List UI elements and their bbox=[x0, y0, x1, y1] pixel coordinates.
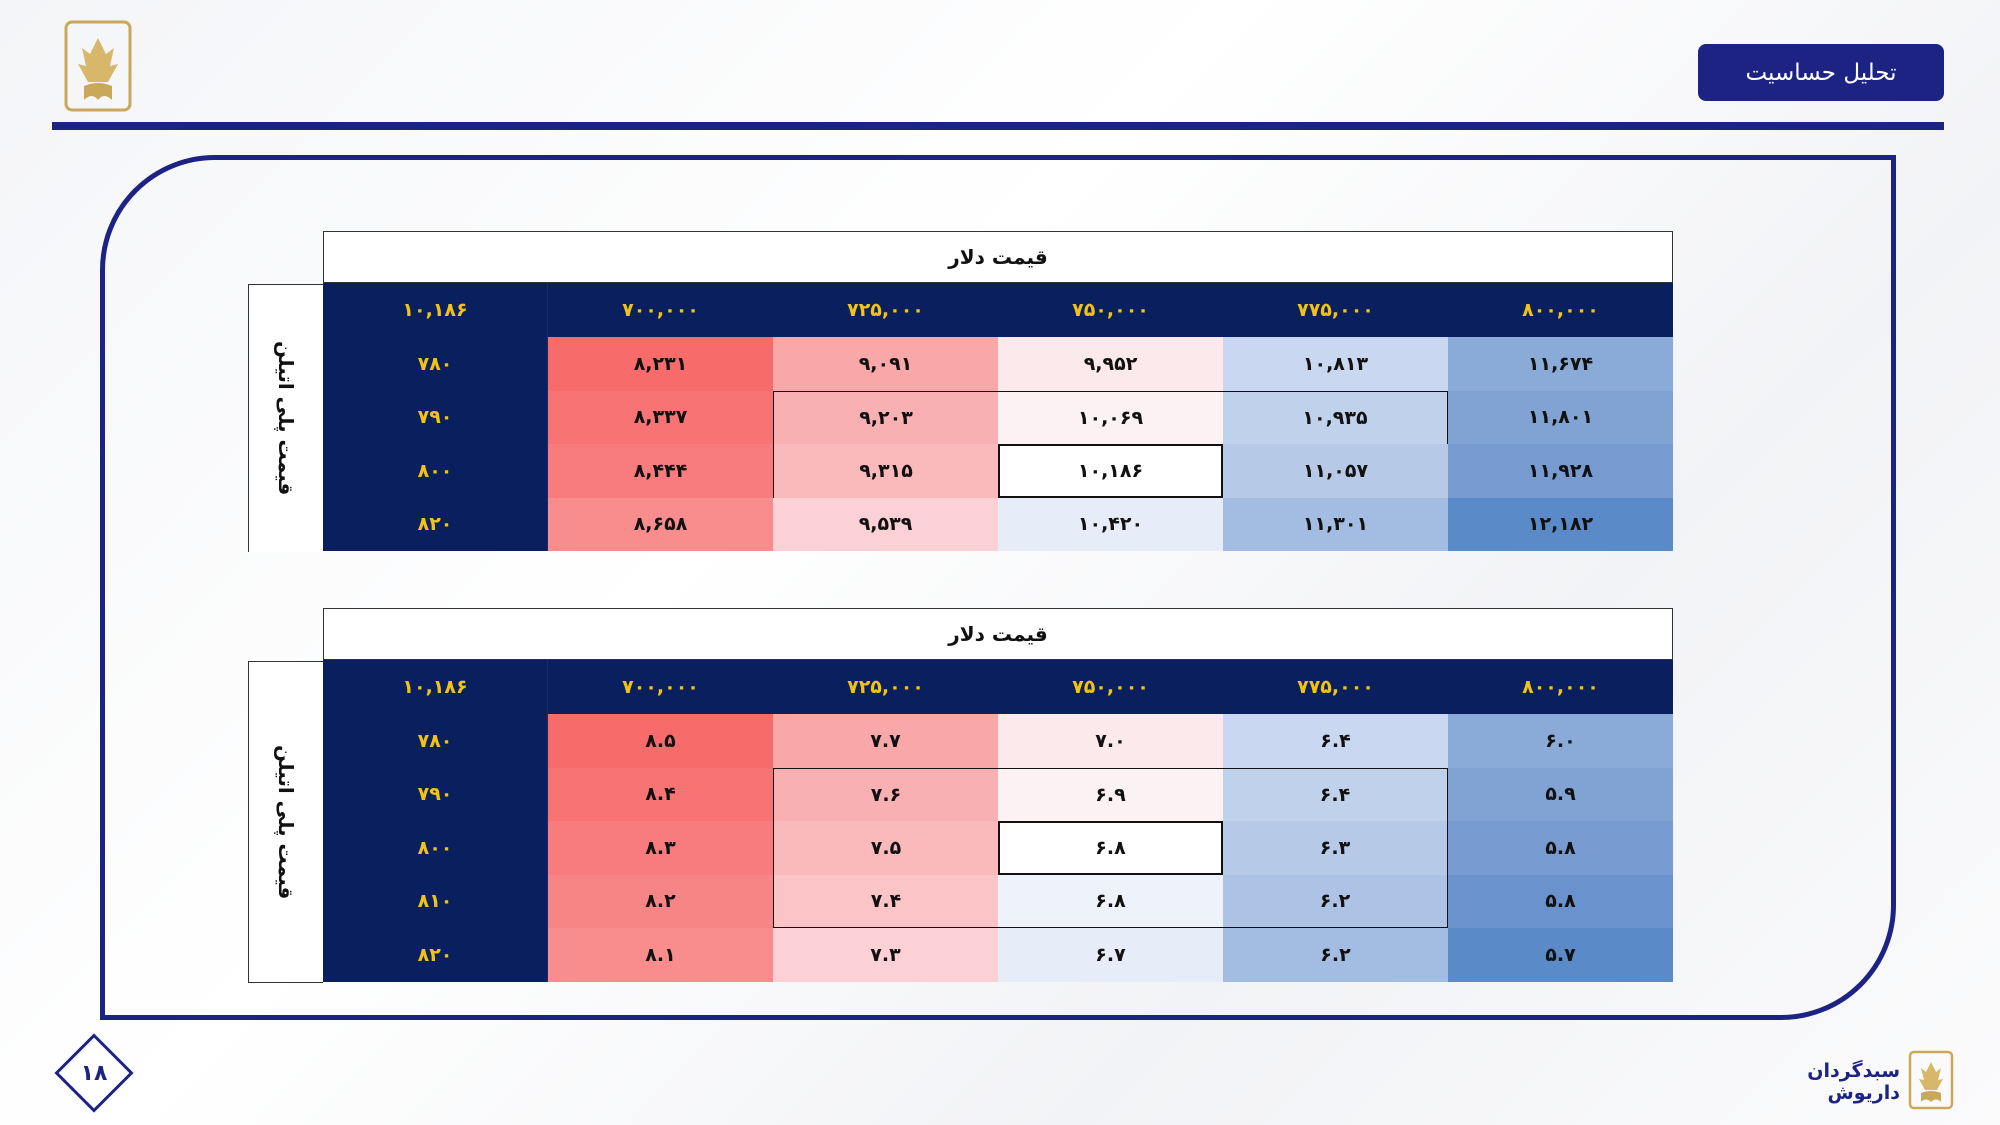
table-cell: ۸.۴ bbox=[548, 768, 773, 822]
table-cell: ۱۰,۸۱۳ bbox=[1223, 337, 1448, 391]
table-2-side-label-text: قیمت پلی اتیلن bbox=[274, 744, 298, 900]
table-cell: ۵.۹ bbox=[1448, 768, 1673, 822]
table-1-header-row bbox=[323, 283, 1673, 337]
table-cell: ۸.۳ bbox=[548, 821, 773, 875]
table-1-col-header: ۷۰۰,۰۰۰ bbox=[548, 283, 773, 337]
header-rule bbox=[52, 122, 1944, 130]
table-cell: ۹,۹۵۲ bbox=[998, 337, 1223, 391]
table-2-row-label: ۷۹۰ bbox=[323, 768, 548, 822]
table-cell: ۷.۷ bbox=[773, 714, 998, 768]
table-cell: ۹,۲۰۳ bbox=[773, 391, 998, 445]
table-row bbox=[323, 875, 1673, 929]
table-1-col-header: ۷۲۵,۰۰۰ bbox=[773, 283, 998, 337]
table-1-col-header: ۸۰۰,۰۰۰ bbox=[1448, 283, 1673, 337]
table-cell: ۱۱,۹۲۸ bbox=[1448, 444, 1673, 498]
table-cell: ۶.۲ bbox=[1223, 928, 1448, 982]
table-cell: ۹,۰۹۱ bbox=[773, 337, 998, 391]
table-cell: ۱۲,۱۸۲ bbox=[1448, 498, 1673, 552]
table-1-row-label: ۸۰۰ bbox=[323, 444, 548, 498]
table-cell: ۸,۳۳۷ bbox=[548, 391, 773, 445]
table-2-row-label: ۸۱۰ bbox=[323, 875, 548, 929]
table-2-row-label: ۷۸۰ bbox=[323, 714, 548, 768]
table-cell: ۶.۳ bbox=[1223, 821, 1448, 875]
table-cell: ۶.۴ bbox=[1223, 768, 1448, 822]
table-cell: ۱۰,۰۶۹ bbox=[998, 391, 1223, 445]
table-2-col-header: ۷۵۰,۰۰۰ bbox=[998, 660, 1223, 714]
table-row bbox=[323, 337, 1673, 391]
table-cell: ۸,۲۳۱ bbox=[548, 337, 773, 391]
table-cell: ۷.۶ bbox=[773, 768, 998, 822]
section-title: تحلیل حساسیت bbox=[1698, 44, 1944, 101]
table-1-side-label bbox=[248, 284, 323, 552]
table-cell: ۵.۷ bbox=[1448, 928, 1673, 982]
footer-logo-icon bbox=[1908, 1050, 1954, 1110]
footer-brand-name: سبدگردان داریوش bbox=[1807, 1060, 1900, 1104]
table-cell: ۱۱,۶۷۴ bbox=[1448, 337, 1673, 391]
table-1-col-header: ۷۵۰,۰۰۰ bbox=[998, 283, 1223, 337]
table-cell: ۱۰,۹۳۵ bbox=[1223, 391, 1448, 445]
table-cell: ۸.۲ bbox=[548, 875, 773, 929]
table-cell: ۶.۲ bbox=[1223, 875, 1448, 929]
table-row bbox=[323, 498, 1673, 552]
table-row bbox=[323, 391, 1673, 445]
table-1-corner-cell: ۱۰,۱۸۶ bbox=[323, 283, 548, 337]
table-row bbox=[323, 821, 1673, 875]
table-cell: ۱۱,۸۰۱ bbox=[1448, 391, 1673, 445]
table-cell: ۸,۶۵۸ bbox=[548, 498, 773, 552]
page-number: ۱۸ bbox=[80, 1060, 108, 1086]
table-cell: ۱۱,۰۵۷ bbox=[1223, 444, 1448, 498]
table-cell: ۱۰,۴۲۰ bbox=[998, 498, 1223, 552]
table-cell-highlight: ۶.۸ bbox=[998, 821, 1223, 875]
table-cell: ۷.۴ bbox=[773, 875, 998, 929]
table-1-row-label: ۷۸۰ bbox=[323, 337, 548, 391]
table-cell: ۱۱,۳۰۱ bbox=[1223, 498, 1448, 552]
table-2-corner-cell: ۱۰,۱۸۶ bbox=[323, 660, 548, 714]
table-cell: ۸,۴۴۴ bbox=[548, 444, 773, 498]
table-1-row-label: ۸۲۰ bbox=[323, 498, 548, 552]
table-cell-highlight: ۱۰,۱۸۶ bbox=[998, 444, 1223, 498]
table-cell: ۶.۴ bbox=[1223, 714, 1448, 768]
table-2-col-header: ۸۰۰,۰۰۰ bbox=[1448, 660, 1673, 714]
table-1-row-label: ۷۹۰ bbox=[323, 391, 548, 445]
table-2-col-header: ۷۰۰,۰۰۰ bbox=[548, 660, 773, 714]
table-1-title: قیمت دلار bbox=[323, 231, 1673, 283]
table-cell: ۶.۰ bbox=[1448, 714, 1673, 768]
table-2-title: قیمت دلار bbox=[323, 608, 1673, 660]
table-cell: ۹,۳۱۵ bbox=[773, 444, 998, 498]
table-row bbox=[323, 714, 1673, 768]
table-cell: ۹,۵۳۹ bbox=[773, 498, 998, 552]
table-1-side-label-text: قیمت پلی اتیلن bbox=[274, 341, 298, 496]
table-cell: ۶.۷ bbox=[998, 928, 1223, 982]
table-cell: ۵.۸ bbox=[1448, 821, 1673, 875]
table-row bbox=[323, 928, 1673, 982]
table-2-col-header: ۷۷۵,۰۰۰ bbox=[1223, 660, 1448, 714]
table-2-col-header: ۷۲۵,۰۰۰ bbox=[773, 660, 998, 714]
table-cell: ۸.۵ bbox=[548, 714, 773, 768]
table-2-header-row bbox=[323, 660, 1673, 714]
table-2-row-label: ۸۲۰ bbox=[323, 928, 548, 982]
table-cell: ۶.۹ bbox=[998, 768, 1223, 822]
table-cell: ۷.۳ bbox=[773, 928, 998, 982]
table-1-col-header: ۷۷۵,۰۰۰ bbox=[1223, 283, 1448, 337]
table-2-side-label bbox=[248, 661, 323, 983]
company-logo-icon bbox=[64, 20, 132, 112]
table-cell: ۷.۵ bbox=[773, 821, 998, 875]
table-cell: ۶.۸ bbox=[998, 875, 1223, 929]
table-cell: ۸.۱ bbox=[548, 928, 773, 982]
table-row bbox=[323, 444, 1673, 498]
table-cell: ۵.۸ bbox=[1448, 875, 1673, 929]
table-1-grid bbox=[323, 283, 1673, 551]
table-2-row-label: ۸۰۰ bbox=[323, 821, 548, 875]
table-2-grid bbox=[323, 660, 1673, 982]
table-cell: ۷.۰ bbox=[998, 714, 1223, 768]
table-row bbox=[323, 768, 1673, 822]
